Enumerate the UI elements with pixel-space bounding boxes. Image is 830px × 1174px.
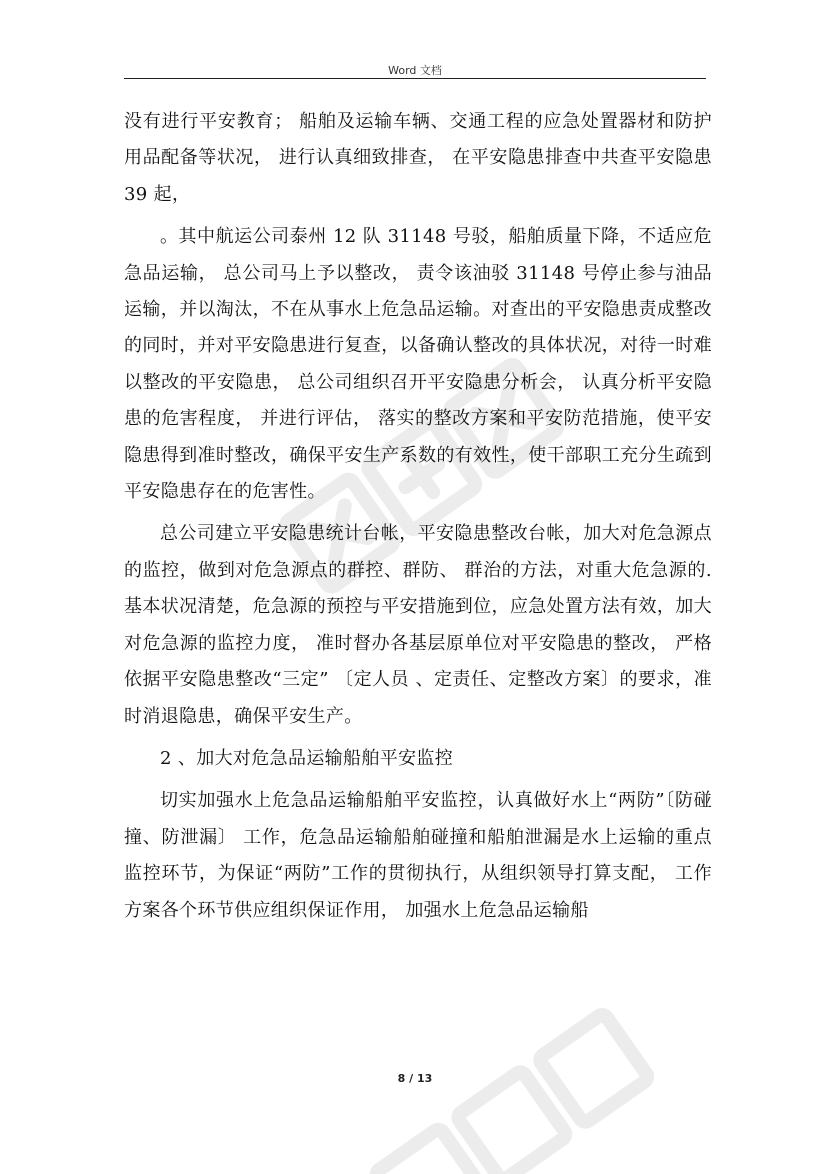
paragraph-1: 没有进行平安教育； 船舶及运输车辆、交通工程的应急处置器材和防护用品配备等状况， 进行认真细致排查， 在平安隐患排查中共查平安隐患 39 起， [124,111,712,205]
document-body [124,104,712,929]
page-header-title: Word 文档 [388,64,442,77]
paragraph-2: 。其中航运公司泰州 12 队 31148 号驳，船舶质量下降，不适应危急品运输， 总公司马上予以整改， 责令该油驳 31148 号停止参与油品运输，并以淘汰，不在从事水上危急品运输。对查出的平安隐患责成整改的同时，并对平安隐患进行复查，以备确认整改的具体状况，对待一时难以整改的平安隐患， 总公司组织召开平安隐患分析会， 认真分析平安隐患的危害程度， 并进行评估， 落实的整改方案和平安防范措施，使平安隐患得到准时整改，确保平安生产系数的有效性，使干部职工充分生疏到平安隐患存在的危害性。 [124,226,712,503]
section-heading: 2 、加大对危急品运输船舶平安监控 [160,747,454,769]
paragraph-3: 总公司建立平安隐患统计台帐，平安隐患整改台帐，加大对危急源点的监控，做到对危急源点的群控、群防、 群治的方法，对重大危急源的.基本状况清楚，危急源的预控与平安措施到位，应急处置方法有效，加大对危急源的监控力度， 准时督办各基层原单位对平安隐患的整改， 严格依据平安隐患整改“三定” 〔定人员 、定责任、定整改方案〕的要求，准时消退隐患，确保平安生产。 [124,523,712,727]
page-number: 8 / 13 [397,1072,433,1085]
header-divider [124,78,706,79]
paragraph-4: 切实加强水上危急品运输船舶平安监控，认真做好水上“两防”〔防碰撞、防泄漏〕 工作，危急品运输船舶碰撞和船舶泄漏是水上运输的重点监控环节，为保证“两防”工作的贯彻执行，从组织领导打算支配， 工作方案各个环节供应组织保证作用， 加强水上危急品运输船 [124,790,712,921]
